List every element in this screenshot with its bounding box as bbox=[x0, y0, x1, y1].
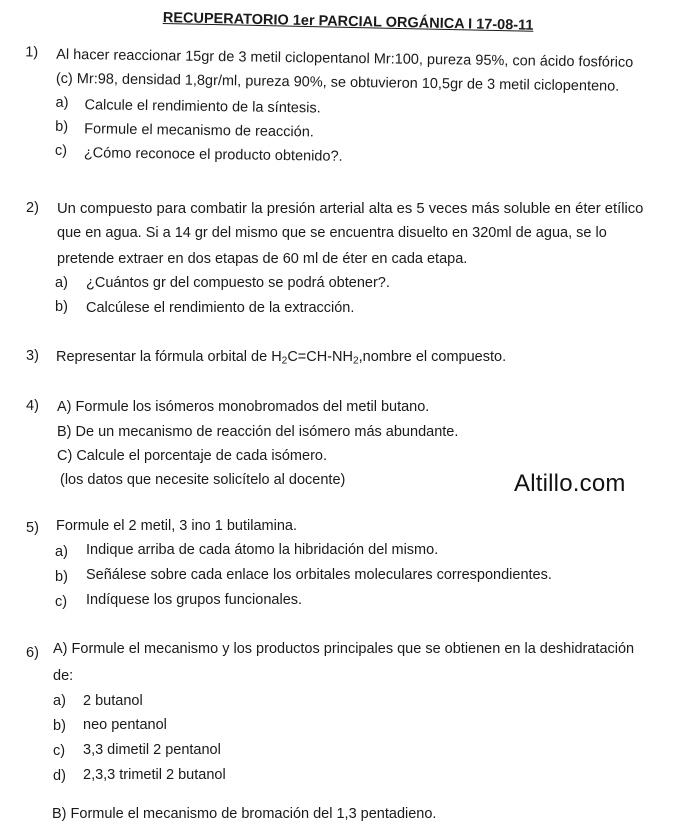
question-text-line: B) Formule el mecanismo de bromación del 1,3 pentadieno. bbox=[52, 806, 437, 822]
exam-title: RECUPERATORIO 1er PARCIAL ORGÁNICA I 17-08-11 bbox=[162, 10, 534, 34]
item-label: a) bbox=[55, 544, 68, 560]
question-number: 4) bbox=[26, 398, 39, 414]
question-text-line: Un compuesto para combatir la presión arterial alta es 5 veces más soluble en éter etílico bbox=[57, 201, 644, 217]
item-label: b) bbox=[55, 299, 68, 315]
item-text: 3,3 dimetil 2 pentanol bbox=[83, 742, 221, 758]
item-label: b) bbox=[53, 718, 66, 734]
item-text: 2 butanol bbox=[83, 693, 143, 709]
question-text-line: Representar la fórmula orbital de $H_2C=CH-NH_2,nombre$ el compuesto. bbox=[56, 349, 507, 367]
item-text: Calcúlese el rendimiento de la extracción. bbox=[86, 300, 355, 316]
question-text-line: que en agua. Si a 14 gr del mismo que se encuentra disuelto en 320ml de agua, se lo bbox=[57, 225, 607, 241]
question-text-line: (c) Mr:98, densidad 1,8gr/ml, pureza 90%, se obtuvieron 10,5gr de 3 metil ciclopenteno. bbox=[55, 70, 620, 95]
item-label: c) bbox=[53, 743, 66, 759]
question-number: 1) bbox=[25, 44, 39, 61]
item-label: a) bbox=[55, 94, 69, 111]
item-text: ¿Cómo reconoce el producto obtenido?. bbox=[83, 145, 343, 165]
question-text-line: C) Calcule el porcentaje de cada isómero. bbox=[57, 448, 327, 464]
item-text: Indíquese los grupos funcionales. bbox=[86, 592, 303, 608]
item-label: a) bbox=[53, 693, 66, 709]
question-number: 6) bbox=[26, 645, 39, 661]
item-label: a) bbox=[55, 275, 68, 291]
question-number: 2) bbox=[26, 200, 39, 216]
item-text: Calcule el rendimiento de la síntesis. bbox=[84, 97, 321, 117]
item-text: 2,3,3 trimetil 2 butanol bbox=[83, 767, 226, 783]
item-text: Indique arriba de cada átomo la hibridación del mismo. bbox=[86, 542, 439, 558]
question-text-line: A) Formule los isómeros monobromados del metil butano. bbox=[57, 399, 430, 415]
question-number: 5) bbox=[26, 520, 39, 536]
item-label: d) bbox=[53, 768, 66, 784]
item-text: Señálese sobre cada enlace los orbitales moleculares correspondientes. bbox=[86, 567, 552, 583]
question-text-line: pretende extraer en dos etapas de 60 ml de éter en cada etapa. bbox=[57, 251, 468, 267]
question-text-line: (los datos que necesite solicítelo al docente) bbox=[60, 472, 346, 488]
item-label: c) bbox=[54, 142, 68, 159]
item-label: b) bbox=[55, 569, 68, 585]
question-text-line: B) De un mecanismo de reacción del isómero más abundante. bbox=[57, 424, 459, 440]
question-text-line: Formule el 2 metil, 3 ino 1 butilamina. bbox=[56, 518, 297, 534]
item-text: ¿Cuántos gr del compuesto se podrá obtener?. bbox=[86, 275, 390, 291]
question-text-line: A) Formule el mecanismo y los productos principales que se obtienen en la deshidratación bbox=[53, 641, 635, 657]
question-text-line: Al hacer reaccionar 15gr de 3 metil ciclopentanol Mr:100, pureza 95%, con ácido fosfórico bbox=[56, 46, 634, 71]
question-number: 3) bbox=[26, 348, 39, 364]
item-text: neo pentanol bbox=[83, 717, 167, 733]
item-text: Formule el mecanismo de reacción. bbox=[84, 121, 314, 141]
item-label: c) bbox=[55, 594, 68, 610]
question-text-line: de: bbox=[53, 668, 74, 684]
watermark: Altillo.com bbox=[514, 470, 626, 497]
item-label: b) bbox=[55, 118, 69, 135]
